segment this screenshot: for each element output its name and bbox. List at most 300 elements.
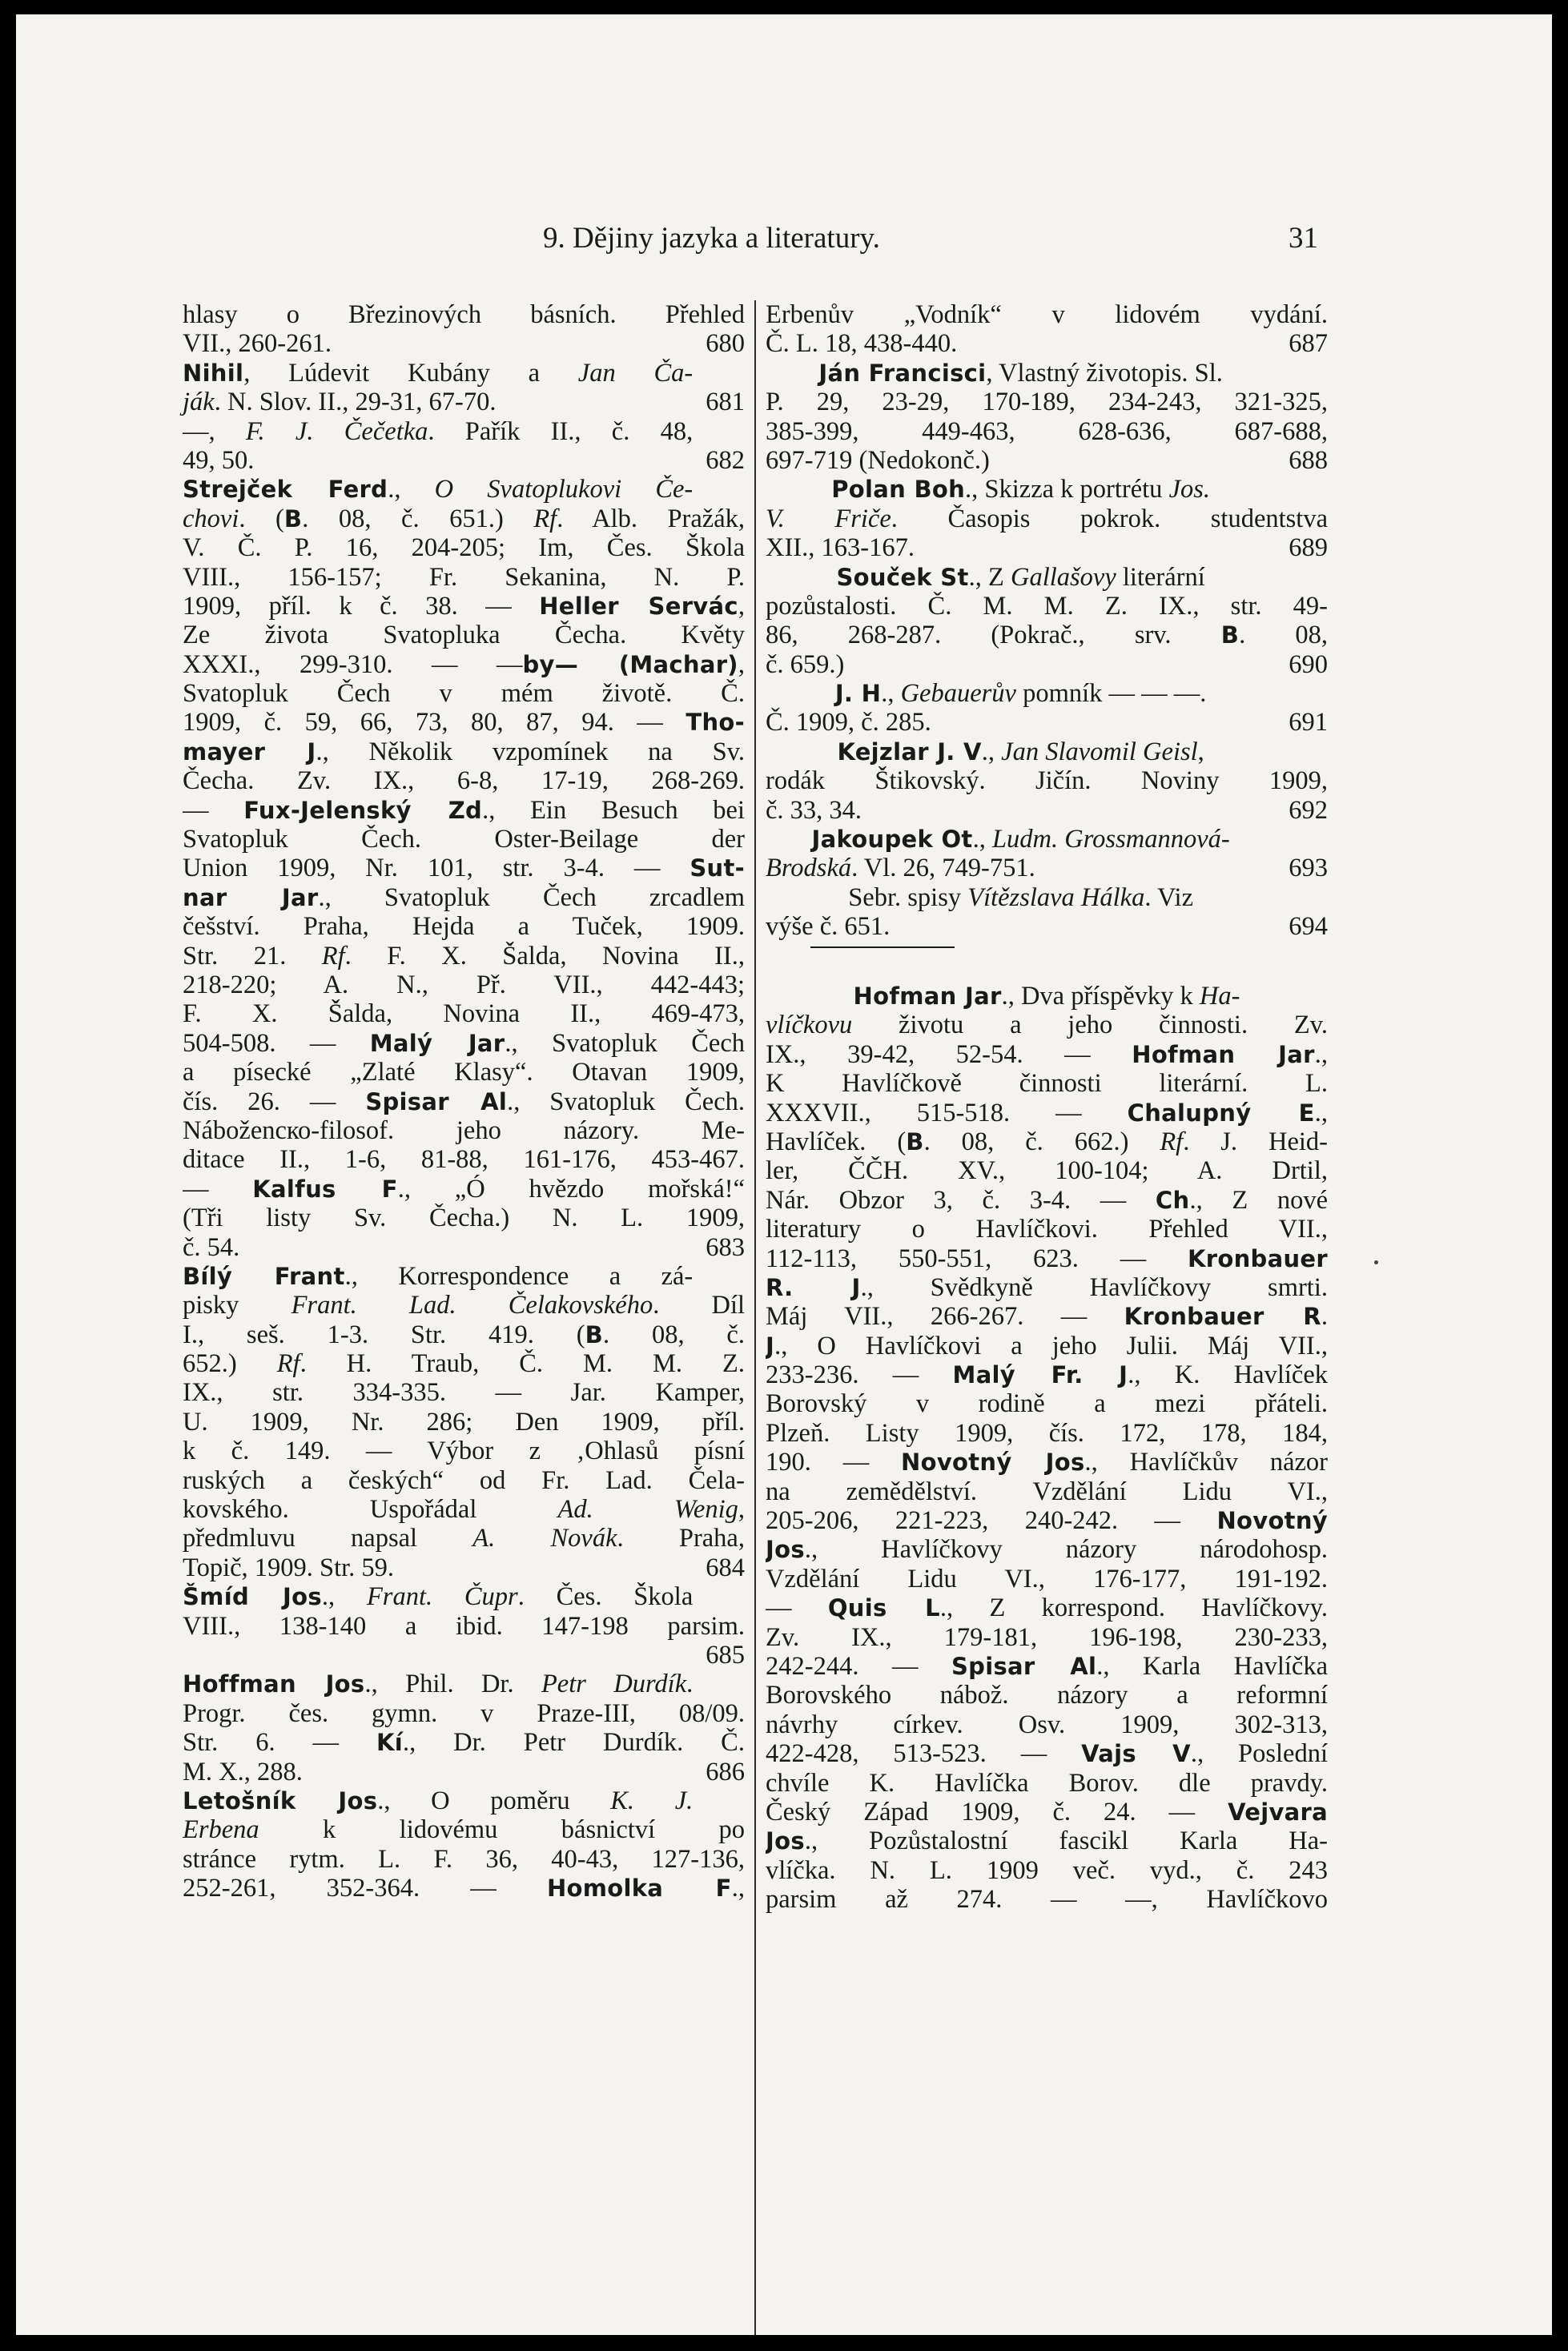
text-line [766, 1739, 1328, 1768]
text-run: ., Ein Besuch bei [482, 795, 745, 825]
line-text [183, 1378, 745, 1407]
text-run: kovského. Uspořádal [183, 1495, 558, 1525]
text-line [183, 300, 745, 329]
text-line [183, 388, 745, 416]
text-run: ., Z [968, 562, 1011, 592]
text-run: Čecha. Zv. IX., 6-8, 17-19, 268-269. [183, 766, 745, 796]
text-run: ., Phil. Dr. [364, 1670, 541, 1699]
text-run: 652.) [183, 1349, 277, 1379]
blank-line [766, 953, 1328, 982]
author-name: Vajs V [1081, 1740, 1191, 1768]
line-text [766, 1156, 1328, 1185]
text-line [766, 1885, 1328, 1914]
text-run: ., O Havlíčkovi a jeho Julii. Máj VII., [774, 1331, 1328, 1360]
text-run: . 08, č. 662.) [923, 1127, 1160, 1156]
text-run: stránce rytm. L. F. 36, 40-43, 127-136, [183, 1844, 745, 1874]
text-run: , [738, 1495, 745, 1525]
line-text [183, 1495, 745, 1524]
italic-title: Jan Slavomil Geisl [1001, 737, 1198, 766]
text-run: Zv. IX., 179-181, 196-198, 230-233, [766, 1622, 1328, 1652]
text-line [766, 1769, 1328, 1798]
text-run: , [1197, 737, 1204, 766]
entry-number: 689 [1289, 533, 1328, 563]
line-text [766, 1273, 1328, 1302]
text-line [766, 737, 1328, 766]
line-text [766, 475, 1328, 504]
text-line [183, 533, 745, 562]
text-run: . F. X. Šalda, Novina II., [344, 941, 745, 971]
text-line [766, 766, 1328, 795]
text-line [766, 300, 1328, 329]
text-run: ., [731, 1874, 745, 1903]
text-run: 233-236. — [766, 1360, 953, 1390]
text-line [766, 1186, 1328, 1215]
text-run: Ze života Svatopluka Čecha. Květy [183, 621, 745, 650]
line-text [766, 1681, 1328, 1710]
text-run: 385-399, 449-463, 628-636, 687-688, [766, 416, 1328, 446]
text-run: . ( [239, 504, 284, 533]
text-line [766, 825, 1328, 854]
entry-number: 694 [1289, 912, 1328, 942]
text-run: Náboženско-filosof. jeho názory. Me- [183, 1115, 745, 1145]
text-run: č. 33, 34. [766, 795, 862, 825]
line-text [766, 1244, 1328, 1273]
line-text [183, 971, 745, 999]
text-run: . Časopis pokrok. studentstva [891, 504, 1328, 533]
line-text [766, 533, 1328, 562]
text-line [183, 766, 745, 795]
text-line [183, 1612, 745, 1641]
author-name: Hofman Jar [1132, 1040, 1315, 1068]
text-run: ., [881, 679, 901, 709]
line-text [766, 1069, 1328, 1098]
margin-speck [1374, 1260, 1378, 1264]
text-run: VII., 260-261. [183, 329, 332, 359]
text-run: . Praha, [617, 1524, 745, 1553]
author-name: B [1220, 621, 1240, 649]
line-text [183, 679, 745, 708]
text-run: 252-261, 352-364. — [183, 1874, 547, 1903]
italic-title: Vítězslava Hálka [967, 882, 1145, 912]
text-run: Erbenův „Vodník“ v lidovém vydání. [766, 300, 1328, 329]
text-run: 86, 268-287. (Pokrač., srv. [766, 621, 1221, 650]
text-line [766, 982, 1328, 1011]
text-run: ., Svatopluk Čech. [507, 1087, 745, 1116]
text-run: ., [321, 1582, 367, 1612]
author-name: by— (Machar) [522, 650, 738, 678]
text-line [183, 1262, 745, 1291]
text-line [183, 708, 745, 737]
text-run: Borovský v rodině a mezi přáteli. [766, 1389, 1328, 1419]
left-column [183, 300, 745, 1903]
text-run: 190. — [766, 1448, 902, 1477]
text-run: Str. 21. [183, 941, 322, 971]
text-line [183, 1815, 745, 1844]
text-line [183, 1553, 745, 1582]
line-text [183, 475, 693, 504]
line-text [183, 854, 745, 882]
text-run: . Díl [653, 1291, 745, 1320]
author-name: J. H [834, 680, 882, 708]
author-name: Novotný Jos [901, 1449, 1085, 1477]
text-run: ., Korrespondence a zá- [344, 1261, 694, 1291]
text-line [183, 1058, 745, 1087]
text-run: ., Několik vzpomínek na Sv. [316, 737, 745, 766]
author-name: B [283, 504, 303, 532]
author-name: Malý Jar [369, 1029, 505, 1057]
author-name: Jos [766, 1827, 805, 1855]
text-run: —, [183, 416, 246, 446]
line-text [183, 446, 745, 475]
italic-title: Brodská [766, 854, 852, 883]
line-text [183, 1175, 745, 1204]
text-line [183, 1582, 745, 1611]
column-rule [754, 300, 756, 2335]
line-text [766, 329, 1328, 358]
author-name: Kalfus F [252, 1175, 398, 1203]
text-line [766, 388, 1328, 416]
text-run: ., [1314, 1039, 1328, 1069]
line-text [183, 1612, 745, 1641]
line-text [183, 650, 745, 679]
text-run: Nár. Obzor 3, č. 3-4. — [766, 1185, 1156, 1215]
text-line [766, 1244, 1328, 1273]
text-run: Str. 6. — [183, 1728, 376, 1758]
text-run: 205-206, 221-223, 240-242. — [766, 1506, 1217, 1536]
text-line [183, 1437, 745, 1465]
text-run: parsim až 274. — —, Havlíčkovo [766, 1885, 1328, 1915]
line-text [183, 912, 745, 941]
line-text [183, 1524, 745, 1553]
line-text [183, 533, 745, 562]
text-line [183, 563, 745, 592]
text-run: . H. Traub, Č. M. M. Z. [300, 1349, 745, 1379]
italic-title: Petr Durdík [541, 1670, 687, 1699]
text-run: . Pařík II., č. 48, [428, 416, 694, 446]
text-line [183, 942, 745, 971]
text-run: XXXVII., 515-518. — [766, 1098, 1128, 1127]
text-run: XXXI., 299-310. — — [183, 649, 523, 679]
text-run: P. 29, 23-29, 170-189, 234-243, 321-325, [766, 388, 1328, 417]
italic-title: Ad. Wenig [557, 1495, 738, 1525]
line-text [766, 1623, 1328, 1652]
text-line [183, 825, 745, 854]
line-text [183, 1758, 745, 1786]
entry-number: 681 [706, 388, 745, 417]
text-run: K Havlíčkově činnosti literární. L. [766, 1069, 1328, 1099]
text-line [183, 1466, 745, 1495]
text-run: , Vlastný životopis. Sl. [986, 358, 1223, 388]
text-line [183, 1233, 745, 1262]
text-run: . 08, č. 651.) [302, 504, 534, 533]
text-run: ., [388, 475, 435, 504]
line-text [766, 1127, 1328, 1156]
italic-title: Erbena [183, 1815, 259, 1845]
text-line [766, 883, 1328, 912]
text-line [766, 1506, 1328, 1535]
line-text [183, 388, 745, 416]
text-line [766, 1389, 1328, 1418]
running-header [16, 221, 1552, 269]
text-run: Sebr. spisy [848, 882, 968, 912]
text-run: literární [1116, 562, 1205, 592]
text-line [766, 1623, 1328, 1652]
text-line [766, 1011, 1328, 1039]
line-text [183, 1786, 693, 1815]
author-name: R. J [766, 1273, 861, 1301]
line-text [766, 1302, 1328, 1331]
text-line [183, 1874, 745, 1903]
line-text [766, 1506, 1328, 1535]
text-run: , [738, 591, 745, 621]
text-run: . [686, 1670, 694, 1699]
line-text [766, 1593, 1328, 1622]
entry-number: 684 [706, 1553, 745, 1582]
text-line [183, 329, 745, 358]
text-line [183, 1408, 745, 1437]
text-run: ., Skizza k portrétu [965, 475, 1169, 504]
line-text [766, 982, 1328, 1011]
text-run: Havlíček. ( [766, 1127, 907, 1156]
italic-title: Frant. Čupr [366, 1582, 518, 1612]
entry-number: 683 [706, 1232, 745, 1262]
line-text [766, 1652, 1328, 1681]
text-line [766, 1302, 1328, 1331]
author-name: Malý Fr. J [952, 1361, 1128, 1389]
text-run: k č. 149. — Výbor z ‚Ohlasů písní [183, 1437, 745, 1466]
author-name: Heller Servác [539, 592, 738, 620]
author-name: Quis L [827, 1594, 940, 1622]
text-line [183, 1845, 745, 1874]
author-name: mayer J [183, 737, 316, 766]
italic-title: F. J. Čečetka [245, 416, 428, 446]
author-name: Kí [376, 1729, 403, 1757]
line-text [183, 1728, 745, 1757]
text-run: 112-113, 550-551, 623. — [766, 1244, 1188, 1273]
line-text [183, 1204, 745, 1232]
text-line [183, 1029, 745, 1058]
text-line [766, 1069, 1328, 1098]
author-name: Polan Boh [831, 476, 966, 504]
text-run: pisky [183, 1291, 291, 1320]
line-text [766, 563, 1328, 592]
text-run: V. Č. P. 16, 204-205; Im, Čes. Škola [183, 533, 745, 563]
text-line [766, 796, 1328, 825]
text-run: ., [981, 737, 1002, 766]
text-run: Union 1909, Nr. 101, str. 3-4. — [183, 854, 690, 883]
text-line [183, 1670, 745, 1698]
line-text [183, 1466, 745, 1495]
text-run: ., „Ó hvězdo mořská!“ [397, 1174, 745, 1204]
text-line [766, 1681, 1328, 1710]
text-run: ., Poslední [1190, 1739, 1328, 1769]
text-line [183, 1495, 745, 1524]
text-run: ., Pozůstalostní fascikl Karla Ha- [804, 1827, 1328, 1856]
entry-number: 686 [706, 1757, 745, 1786]
section-rule [810, 946, 955, 948]
text-run: výše č. 651. [766, 912, 891, 942]
line-text [766, 359, 1328, 388]
text-run: 49, 50. [183, 445, 255, 475]
author-name: Ch [1155, 1186, 1190, 1214]
text-run: češství. Praha, Hejda a Tuček, 1909. [183, 912, 745, 942]
text-run: IX., 39-42, 52-54. — [766, 1039, 1132, 1069]
line-text [183, 999, 745, 1028]
text-line [766, 1565, 1328, 1593]
text-line [766, 1419, 1328, 1448]
entry-number: 680 [706, 329, 745, 359]
italic-title: Ha- [1199, 981, 1240, 1011]
line-text [766, 796, 1328, 825]
line-text [183, 737, 745, 766]
text-line [183, 737, 745, 766]
text-run: životu a jeho činnosti. Zv. [852, 1011, 1328, 1040]
text-line [766, 504, 1328, 533]
text-line [766, 650, 1328, 679]
line-text [183, 1320, 745, 1349]
text-line [766, 1477, 1328, 1506]
text-run: hlasy o Březinových básních. Přehled [183, 300, 745, 329]
text-line [183, 883, 745, 912]
line-text [766, 1215, 1328, 1244]
text-run: . Viz [1144, 882, 1193, 912]
text-line [766, 446, 1328, 475]
text-run: . [1321, 1302, 1328, 1332]
italic-title: vlíčkovu [766, 1011, 853, 1040]
text-line [766, 1856, 1328, 1885]
text-line [766, 417, 1328, 446]
text-run: č. 659.) [766, 649, 845, 679]
text-run: ., [1314, 1098, 1328, 1127]
line-text [766, 1389, 1328, 1418]
text-run: ., Havlíčkův názor [1084, 1448, 1328, 1477]
author-name: Souček St [836, 563, 969, 591]
text-run: Borovského nábož. názory a reformní [766, 1681, 1328, 1710]
text-run: VIII., 156-157; Fr. Sekanina, N. P. [183, 562, 745, 592]
author-name: Hoffman Jos [183, 1670, 365, 1698]
text-run: rodák Štikovský. Jičín. Noviny 1909, [766, 766, 1328, 796]
line-text [183, 300, 745, 329]
author-name: Bílý Frant [183, 1262, 345, 1290]
italic-title: Jos. [1168, 475, 1211, 504]
line-text [183, 1145, 745, 1174]
author-name: Nihil [183, 359, 244, 387]
text-run: chvíle K. Havlíčka Borov. dle pravdy. [766, 1768, 1328, 1798]
line-text [183, 1699, 745, 1728]
text-line [766, 679, 1328, 708]
text-line [766, 621, 1328, 649]
line-text [766, 1710, 1328, 1739]
text-line [183, 796, 745, 825]
author-name: Jos [766, 1536, 805, 1564]
text-run: , [738, 649, 745, 679]
italic-title: Gallašovy [1010, 562, 1116, 592]
text-line [766, 708, 1328, 737]
text-run: — [766, 1593, 828, 1623]
line-text [183, 1087, 745, 1116]
text-line [183, 999, 745, 1028]
text-line [183, 912, 745, 941]
line-text [183, 1408, 745, 1437]
line-text [766, 1885, 1328, 1914]
line-text [766, 1011, 1328, 1039]
line-text [183, 1437, 745, 1465]
author-name: Hofman Jar [853, 982, 1002, 1010]
text-line [183, 1524, 745, 1553]
line-text [766, 1769, 1328, 1798]
text-line [183, 1728, 745, 1757]
text-run: Svatopluk Čech. Oster-Beilage der [183, 825, 745, 854]
text-run: . Čes. Škola [517, 1582, 694, 1612]
author-name: Spisar Al [951, 1652, 1097, 1680]
line-text [766, 1099, 1328, 1127]
line-text [766, 417, 1328, 446]
author-name: Novotný [1216, 1507, 1328, 1535]
text-run: . Vl. 26, 749-751. [851, 854, 1035, 883]
line-text [183, 417, 693, 446]
entry-number: 688 [1289, 445, 1328, 475]
italic-title: chovi [183, 504, 239, 533]
line-text [766, 883, 1328, 912]
text-line [183, 1699, 745, 1728]
text-run: ., Dva příspěvky k [1001, 981, 1200, 1011]
text-run: Progr. čes. gymn. v Praze-III, 08/09. [183, 1698, 745, 1728]
text-run: ., Dr. Petr Durdík. Č. [402, 1728, 745, 1758]
line-text [766, 1798, 1328, 1827]
text-line [766, 1593, 1328, 1622]
line-text [766, 300, 1328, 329]
line-text [183, 359, 693, 388]
line-text [183, 1815, 745, 1844]
italic-title: Rf [276, 1349, 300, 1379]
line-text [183, 1233, 745, 1262]
text-run: . 08, [1239, 621, 1328, 650]
text-run: M. X., 288. [183, 1757, 303, 1786]
author-name: B [585, 1320, 603, 1348]
italic-title: V. Friče [766, 504, 891, 533]
text-run: ., Svatopluk Čech zrcadlem [318, 882, 745, 912]
text-line [766, 1127, 1328, 1156]
text-line [766, 1273, 1328, 1302]
text-line [766, 533, 1328, 562]
author-name: Kronbauer R [1124, 1303, 1321, 1331]
line-text [183, 1845, 745, 1874]
text-line [183, 1204, 745, 1232]
entry-number: 685 [706, 1640, 745, 1670]
text-run: pozůstalosti. Č. M. M. Z. IX., str. 49- [766, 591, 1328, 621]
line-text [183, 504, 745, 533]
line-text [183, 883, 745, 912]
line-text [766, 679, 1328, 708]
text-run: Máj VII., 266-267. — [766, 1302, 1124, 1332]
italic-title: K. J. [610, 1786, 694, 1815]
line-text [183, 1262, 693, 1291]
text-run: — [183, 795, 244, 825]
line-text [766, 1448, 1328, 1477]
text-run: ., Svědkyně Havlíčkovy smrti. [860, 1272, 1328, 1302]
text-run: ., Z nové [1189, 1185, 1328, 1215]
text-run: ., Z korrespond. Havlíčkovy. [939, 1593, 1328, 1623]
line-text [766, 1186, 1328, 1215]
text-line [183, 1641, 745, 1670]
text-run: I., seš. 1-3. Str. 419. ( [183, 1320, 585, 1349]
line-text [766, 1827, 1328, 1855]
entry-number: 690 [1289, 649, 1328, 679]
text-run: ., O poměru [377, 1786, 611, 1815]
text-line [183, 1786, 745, 1815]
text-line [766, 1710, 1328, 1739]
line-text [183, 1670, 693, 1698]
